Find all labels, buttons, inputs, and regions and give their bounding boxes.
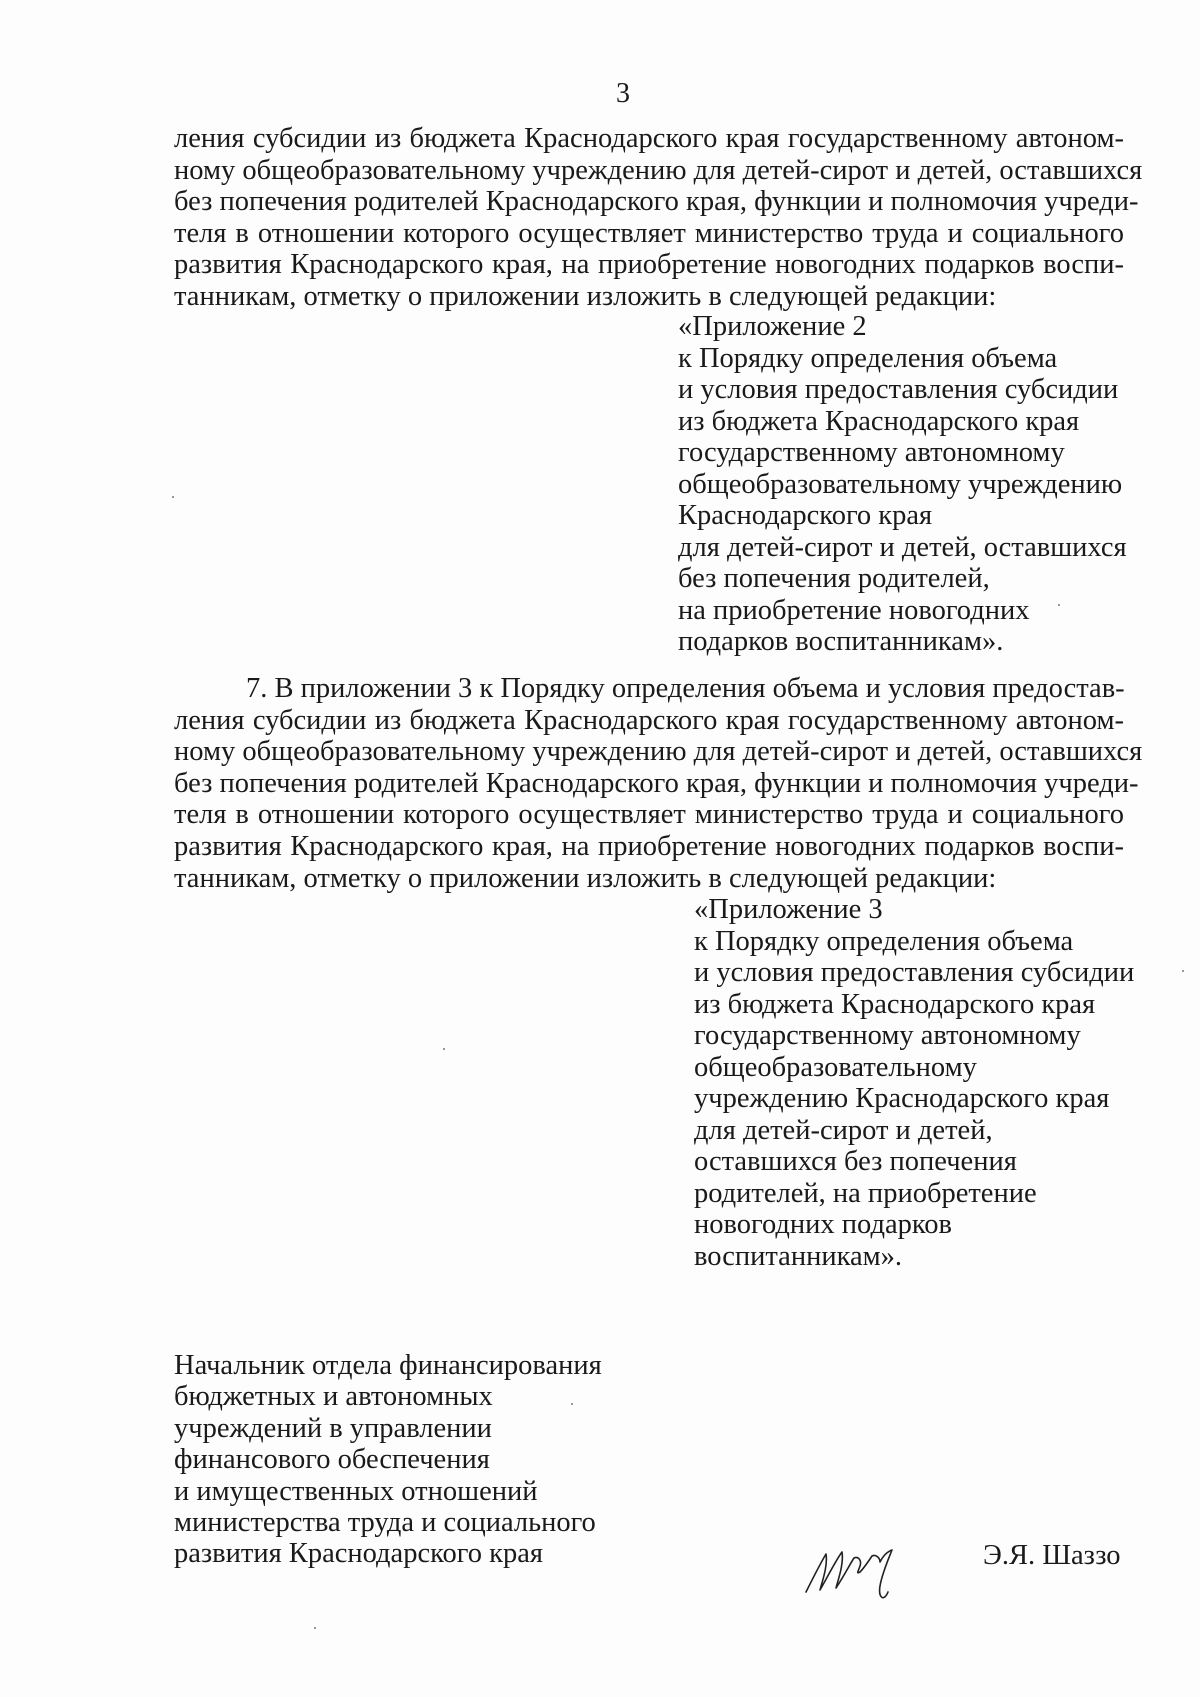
position-line: бюджетных и автономных [174,1381,493,1413]
appendix-line: общеобразовательному учреждению [678,468,1123,500]
paragraph-7 [174,673,1143,894]
text-line: 7. В приложении 3 к Порядку определения объема и условия предостав- [246,673,1125,704]
appendix-line: подарков воспитанникам». [678,626,1004,657]
signatory-position [174,1350,602,1570]
appendix-line: государственному автономному [694,1020,1081,1051]
appendix-line: государственному автономному [678,437,1065,468]
appendix-line: из бюджета Краснодарского края [678,405,1080,437]
appendix-line: на приобретение новогодних [678,594,1030,626]
appendix-line: из бюджета Краснодарского края [694,988,1096,1020]
appendix-line: к Порядку определения объема [694,925,1074,957]
text-line: без попечения родителей Краснодарского края, функции и полномочия учреди- [174,186,1139,218]
position-line: Начальник отдела финансирования [174,1350,602,1381]
scan-speck [571,1403,573,1405]
appendix-line: к Порядку определения объема [678,342,1058,374]
text-line: ления субсидии из бюджета Краснодарского края государственному автоном- [174,123,1124,154]
signer-name: Э.Я. Шаззо [983,1540,1121,1571]
scan-speck [172,496,174,498]
text-line: танникам, отметку о приложении изложить в следующей редакции: [174,280,997,312]
appendix-line: новогодних подарков [694,1209,952,1240]
scan-speck [1058,604,1060,606]
position-line: учреждений в управлении [174,1412,492,1444]
text-line: танникам, отметку о приложении изложить в следующей редакции: [174,862,997,894]
appendix-line: для детей-сирот и детей, оставшихся [678,531,1127,563]
text-line: развития Краснодарского края, на приобретение новогодних подарков воспи- [174,830,1124,862]
paragraph-continuation [174,123,1143,313]
text-line: теля в отношении которого осуществляет министерство труда и социального [174,217,1124,249]
position-line: финансового обеспечения [174,1444,490,1476]
text-line: ному общеобразовательному учреждению для детей-сирот и детей, оставшихся [174,736,1143,768]
appendix-line: и условия предоставления субсидии [694,957,1135,988]
position-line: и имущественных отношений [174,1475,538,1507]
appendix-line: для детей-сирот и детей, [694,1114,993,1146]
scan-speck [1182,970,1184,972]
appendix-line: «Приложение 3 [694,894,883,925]
appendix-line: родителей, на приобретение [694,1177,1037,1209]
appendix-line: воспитанникам». [694,1240,903,1272]
text-line: без попечения родителей Краснодарского края, функции и полномочия учреди- [174,767,1139,799]
handwritten-signature [800,1518,910,1608]
appendix-line: без попечения родителей, [678,563,990,594]
scan-speck [443,1048,445,1050]
text-line: развития Краснодарского края, на приобретение новогодних подарков воспи- [174,249,1124,281]
appendix-line: учреждению Краснодарского края [694,1083,1110,1114]
appendix-line: общеобразовательному [694,1051,977,1083]
appendix-line: «Приложение 2 [678,311,867,342]
text-line: ления субсидии из бюджета Краснодарского края государственному автоном- [174,704,1124,736]
position-line: министерства труда и социального [174,1507,596,1539]
appendix-3-heading [694,894,1134,1272]
appendix-line: Краснодарского края [678,500,933,531]
text-line: ному общеобразовательному учреждению для детей-сирот и детей, оставшихся [174,154,1143,186]
page-number: 3 [616,78,630,109]
text-line: теля в отношении которого осуществляет министерство труда и социального [174,799,1124,831]
position-line: развития Краснодарского края [174,1538,543,1570]
appendix-line: и условия предоставления субсидии [678,374,1119,405]
appendix-line: оставшихся без попечения [694,1146,1017,1177]
scan-speck [314,1627,316,1629]
